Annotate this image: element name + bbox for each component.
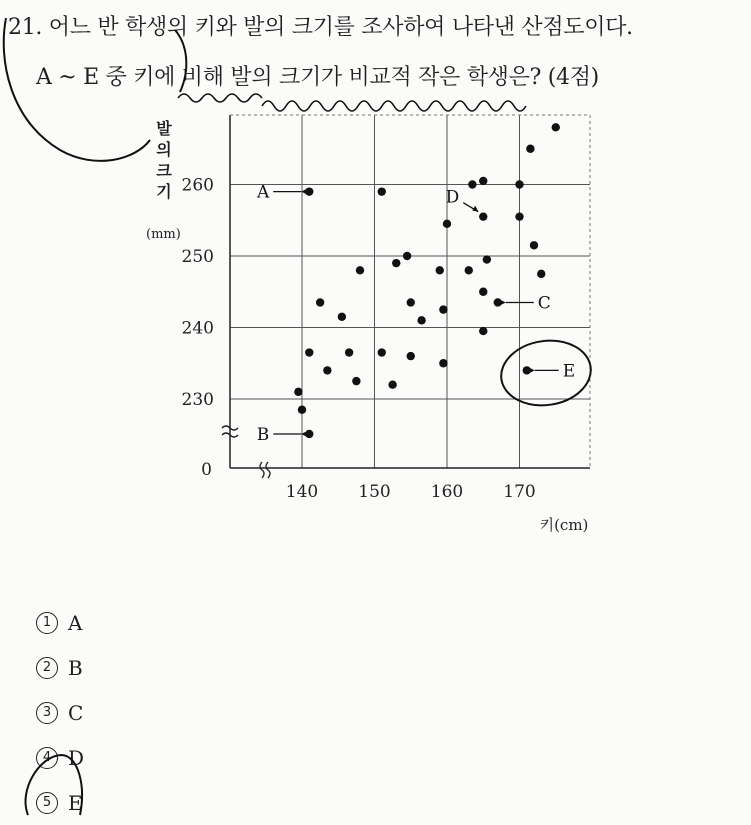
data-point: [305, 348, 313, 356]
point-label: C: [537, 293, 551, 314]
y-axis-label-char: 의: [156, 140, 172, 159]
x-tick-label: 140: [285, 482, 319, 502]
data-point: [483, 255, 491, 263]
choice-number: 4: [36, 747, 58, 769]
data-point: [479, 327, 487, 335]
choice-3[interactable]: [36, 690, 84, 735]
data-point: [515, 180, 523, 188]
data-point: [345, 348, 353, 356]
y-tick-label: 240: [181, 318, 214, 339]
choice-label: E: [68, 790, 83, 815]
choice-5[interactable]: [36, 780, 84, 825]
choice-number: 3: [36, 702, 58, 724]
data-point: [537, 270, 545, 278]
data-point: [403, 252, 411, 260]
y-tick-label: 260: [181, 175, 214, 196]
question-line-2: A ~ E 중 키에 비해 발의 크기가 비교적 작은 학생은? (4점): [36, 65, 599, 90]
origin-label: 0: [201, 460, 212, 480]
data-point: [515, 212, 523, 220]
point-label: D: [445, 187, 460, 208]
data-point: [407, 298, 415, 306]
x-axis-label: 키(cm): [539, 516, 589, 534]
y-tick-label: 230: [181, 390, 214, 410]
data-point: [388, 381, 396, 389]
data-point: [468, 180, 476, 188]
x-tick-label: 160: [430, 482, 464, 502]
choice-label: B: [68, 655, 83, 680]
choice-label: D: [68, 745, 85, 770]
choice-2[interactable]: [36, 645, 84, 690]
data-point: [443, 220, 451, 228]
data-point: [479, 177, 487, 185]
arrow-head-icon: [500, 299, 506, 305]
choice-4[interactable]: [36, 735, 84, 780]
arrow-head-icon: [529, 367, 535, 373]
data-point: [530, 241, 538, 249]
choice-number: 5: [36, 792, 58, 814]
data-point: [439, 359, 447, 367]
data-point: [465, 266, 473, 274]
choice-label: C: [68, 700, 84, 725]
choice-1[interactable]: [36, 600, 84, 645]
x-axis-break-icon: [260, 462, 270, 478]
y-axis-label-char: 크: [156, 161, 172, 180]
point-label: A: [256, 182, 270, 203]
data-point-d: [479, 212, 487, 220]
data-point: [352, 377, 360, 385]
data-point: [436, 266, 444, 274]
choice-number: 2: [36, 657, 58, 679]
data-point: [552, 123, 560, 131]
choice-number: 1: [36, 612, 58, 634]
data-point: [417, 316, 425, 324]
y-axis-label-char: 기: [156, 182, 172, 201]
data-point: [378, 187, 386, 195]
x-tick-label: 150: [358, 482, 391, 502]
data-point: [338, 313, 346, 321]
data-point: [316, 298, 324, 306]
data-point: [323, 366, 331, 374]
data-point: [439, 305, 447, 313]
point-label: E: [562, 361, 576, 382]
data-point: [407, 352, 415, 360]
y-axis-label-char: 발: [156, 119, 172, 138]
data-point: [294, 388, 302, 396]
data-point: [479, 288, 487, 296]
y-tick-label: 250: [181, 247, 214, 267]
data-point: [526, 145, 534, 153]
data-point: [298, 406, 306, 414]
data-point: [392, 259, 400, 267]
x-tick-label: 170: [503, 482, 536, 502]
choice-label: A: [68, 610, 83, 635]
answer-choices: [36, 600, 84, 825]
y-axis-unit: (mm): [146, 227, 181, 242]
data-point: [378, 348, 386, 356]
point-label: B: [256, 425, 270, 445]
question-line-1: 21. 어느 반 학생의 키와 발의 크기를 조사하여 나타낸 산점도이다.: [8, 15, 633, 40]
data-point: [356, 266, 364, 274]
